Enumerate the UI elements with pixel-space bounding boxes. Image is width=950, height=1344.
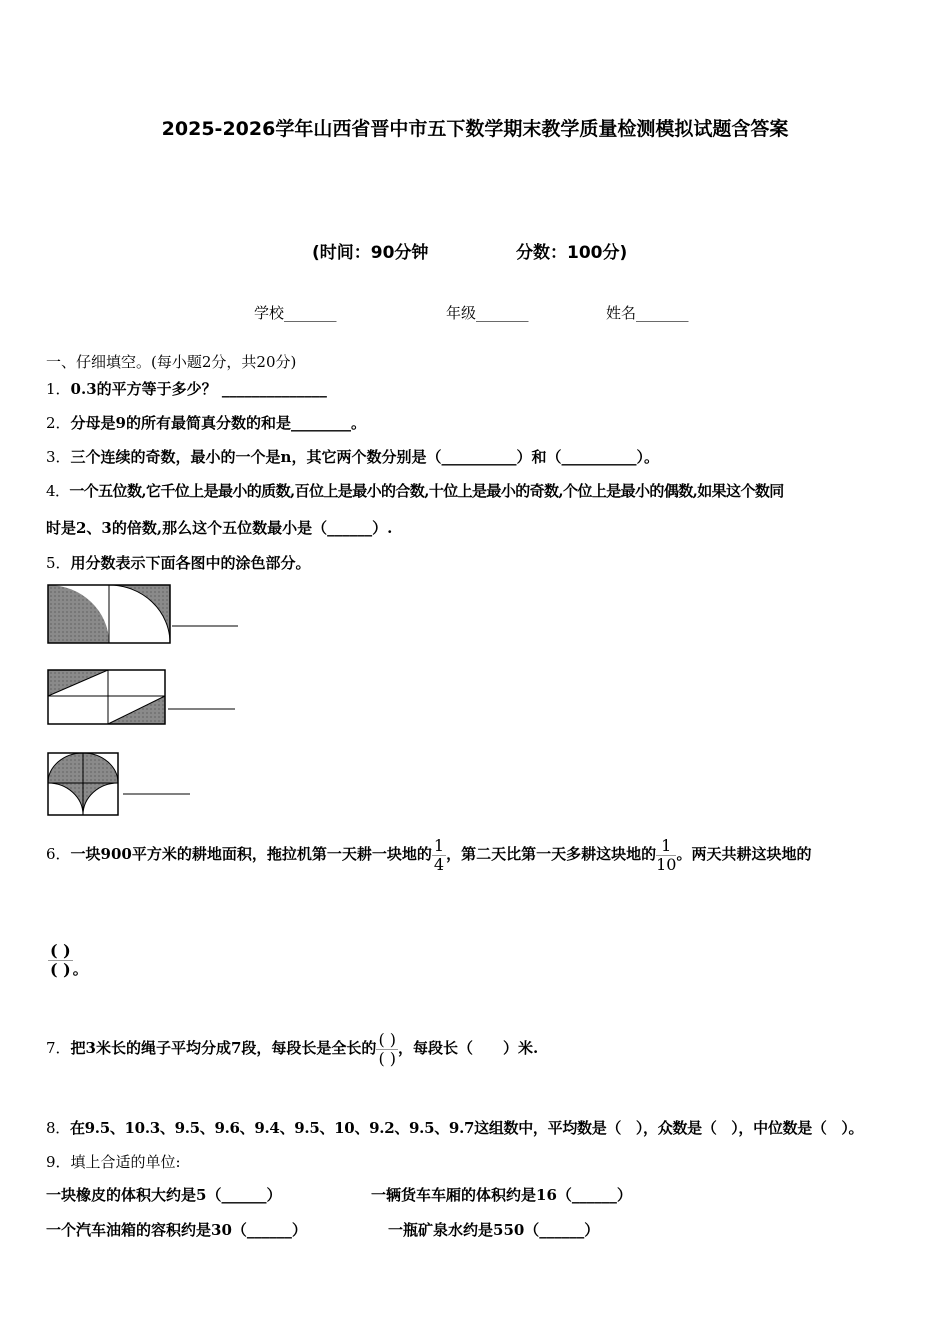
- question-text: 。两天共耕这块地的: [676, 845, 812, 863]
- figure-semicircle: [46, 751, 196, 819]
- question-text: 把3米长的绳子平均分成7段，每段长是全长的: [70, 1039, 377, 1057]
- numerator: ( ): [50, 941, 71, 960]
- question-number: 9．: [46, 1153, 71, 1171]
- numerator: 1: [433, 835, 445, 855]
- question-text: 一个五位数,它千位上是最小的质数,百位上是最小的合数,十位上是最小的奇数,个位上是最小的偶数,如果这个数同: [69, 482, 784, 500]
- question-9: [46, 1151, 181, 1172]
- numerator: 1: [656, 837, 676, 856]
- denominator: 10: [656, 854, 677, 874]
- fraction-blank: [376, 1031, 398, 1068]
- question-3: [46, 446, 659, 467]
- q9-item: 一辆货车车厢的体积约是16（______）: [371, 1186, 632, 1204]
- question-1: [46, 378, 327, 399]
- question-text: 在9.5、10.3、9.5、9.6、9.4、9.5、10、9.2、9.5、9.7这组数中，平均数是（ ），众数是（ ），中位数是（ ）。: [69, 1119, 864, 1137]
- school-field: 学校_______: [254, 304, 337, 322]
- question-number: 5．: [46, 554, 71, 572]
- question-8: [46, 1117, 863, 1138]
- question-text: 填上合适的单位:: [70, 1153, 181, 1171]
- question-text: 一块900平方米的耕地面积，拖拉机第一天耕一块地的: [70, 845, 432, 863]
- page-title: 2025-2026学年山西省晋中市五下数学期末教学质量检测模拟试题含答案: [161, 118, 789, 140]
- question-4-cont: 时是2、3的倍数,那么这个五位数最小是（______）.: [46, 519, 393, 537]
- fraction-one-quarter: [432, 837, 446, 874]
- question-text: 三个连续的奇数，最小的一个是n，其它两个数分别是（__________）和（__________）。: [70, 448, 659, 466]
- question-text: ，第二天比第一天多耕这块地的: [446, 845, 657, 863]
- figure-triangles: [46, 668, 246, 728]
- denominator: ( ): [378, 1048, 397, 1068]
- question-4: [46, 480, 784, 501]
- question-6: [46, 836, 811, 874]
- figure-quarter-circles: [46, 583, 246, 645]
- question-text: 分母是9的所有最简真分数的和是________。: [70, 414, 366, 432]
- exam-time: (时间：90分钟: [312, 243, 429, 263]
- question-number: 1．: [46, 380, 71, 398]
- question-number: 3．: [46, 448, 71, 466]
- name-field: 姓名_______: [606, 304, 689, 322]
- question-number: 8．: [46, 1119, 70, 1137]
- question-number: 2．: [46, 414, 71, 432]
- question-number: 6．: [46, 845, 71, 863]
- question-text: ，每段长（ ）米.: [398, 1039, 539, 1057]
- denominator: ( ): [50, 960, 71, 979]
- question-text: 0.3的平方等于多少？ ______________: [70, 380, 327, 398]
- question-5: [46, 552, 311, 573]
- fraction-one-tenth: [656, 837, 676, 874]
- question-number: 7．: [46, 1039, 71, 1057]
- section-heading: 一、仔细填空。(每小题2分，共20分): [46, 353, 297, 371]
- q9-item: 一瓶矿泉水约是550（______）: [388, 1221, 600, 1239]
- grade-field: 年级_______: [446, 304, 529, 322]
- denominator: 4: [433, 854, 445, 874]
- question-text: 用分数表示下面各图中的涂色部分。: [70, 554, 311, 572]
- numerator: ( ): [378, 1029, 397, 1049]
- q9-item: 一块橡皮的体积大约是5（______）: [46, 1186, 282, 1204]
- question-number: 4．: [46, 482, 70, 500]
- answer-fraction-blank: [48, 942, 88, 979]
- question-7: [46, 1030, 538, 1068]
- question-2: [46, 412, 366, 433]
- punctuation: 。: [72, 960, 88, 978]
- exam-score: 分数：100分): [516, 243, 628, 263]
- q9-item: 一个汽车油箱的容积约是30（______）: [46, 1221, 307, 1239]
